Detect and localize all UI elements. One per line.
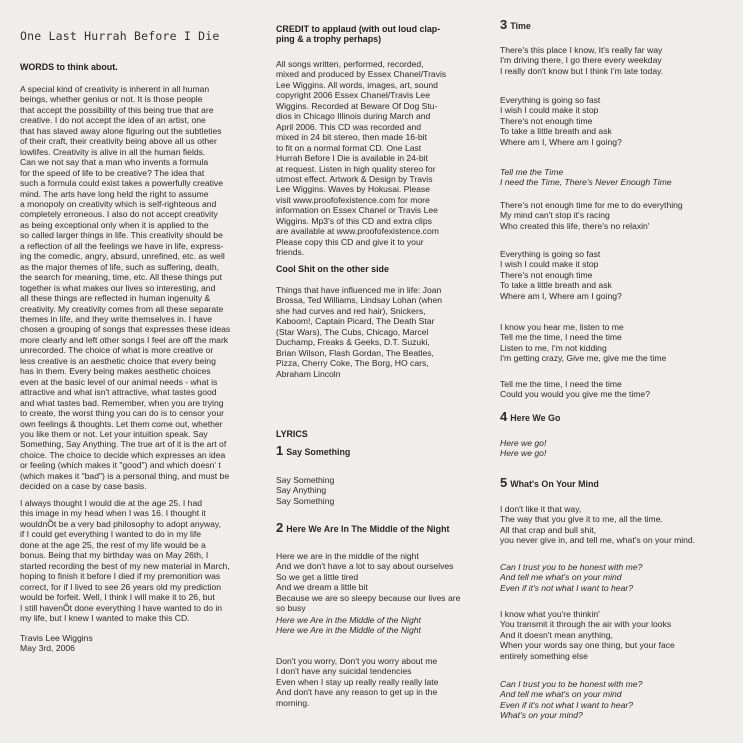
text-line: to fit on a normal format CD. One Last xyxy=(276,142,422,153)
text-line: Please copy this CD and give it to your xyxy=(276,236,424,247)
text-line: Here we go! xyxy=(500,448,547,459)
text-line: mind. The arts have long held the right to assume xyxy=(20,188,209,199)
text-line: And tell me what's on your mind xyxy=(500,572,622,583)
song-3-verse-6 xyxy=(500,379,734,400)
text-line: own feelings & thoughts. Let them come out, whether xyxy=(20,418,223,429)
text-line: Even if it's not what I want to hear? xyxy=(500,699,634,710)
song-3-number: 3 xyxy=(500,17,508,32)
text-line: So we get a little tired xyxy=(276,571,359,582)
text-line: Even if it's not what I want to hear? xyxy=(500,582,634,593)
text-line: mixed in 24 bit stereo, then made 16-bit xyxy=(276,132,427,143)
text-line: done at the age 25, the rest of my life would be a xyxy=(20,539,206,550)
text-line: All that crap and bull shit, xyxy=(500,524,597,535)
credit-heading xyxy=(276,24,490,45)
text-line: ing the comedic, angry, absurd, unrefined, etc. as well xyxy=(20,251,225,262)
text-line: I don't have any suicidal tendencies xyxy=(276,666,412,677)
signature-block xyxy=(20,633,257,654)
text-line: as being exceptional only when it is applied to the xyxy=(20,219,209,230)
text-line: a monopoly on creativity which is self-righteous and xyxy=(20,198,217,209)
text-line: Lee Wiggins. Waves by Hokusai. Please xyxy=(276,184,430,195)
text-line: you like them or not. Let your intuition speak. Say xyxy=(20,428,208,439)
text-line: as the major themes of life, such as suffering, death, xyxy=(20,261,220,272)
text-line: What's on your mind? xyxy=(500,710,583,721)
text-line: Where am I, Where am I going? xyxy=(500,136,622,147)
text-line: And don't have any reason to get up in the xyxy=(276,687,438,698)
song-3-name: Time xyxy=(510,21,531,31)
text-line: When your words say one thing, but your face xyxy=(500,640,675,651)
text-line: I need the Time, There's Never Enough Time xyxy=(500,177,672,188)
text-line: Say Anything xyxy=(276,485,327,496)
credit-text xyxy=(276,59,490,258)
song-5-name: What's On Your Mind xyxy=(510,479,599,489)
text-line: such a formula could exist takes a powerfully creative xyxy=(20,178,224,189)
text-line: Travis Lee Wiggins xyxy=(20,633,93,643)
text-line: Kaboom!, Captain Picard, The Death Star xyxy=(276,316,435,327)
text-line: Don't you worry, Don't you worry about me xyxy=(276,656,438,666)
text-line: friends. xyxy=(276,247,305,258)
text-line: Brian Wilson, Flash Gordan, The Beatles, xyxy=(276,347,434,358)
text-line: choice. The choice to decide which expresses an idea xyxy=(20,449,226,460)
text-line: Here we are in the middle of the night xyxy=(276,551,419,561)
text-line: I'm driving there, I go there every weekday xyxy=(500,55,662,66)
text-line: I really don't know but I think I'm late today. xyxy=(500,65,664,76)
text-line: And tell me what's on your mind xyxy=(500,689,622,700)
song-2-verse-2 xyxy=(276,656,490,708)
text-line: lowlifes. Creativity is alive in all the human fields. xyxy=(20,146,206,157)
text-line: May 3rd, 2006 xyxy=(20,643,75,654)
song-1-lyrics xyxy=(276,475,490,506)
text-line: Because we are so sleepy because our lives are xyxy=(276,592,461,603)
text-line: My mind can't stop it's racing xyxy=(500,210,610,221)
song-3-verse-1 xyxy=(500,45,734,76)
text-line: I know you hear me, listen to me xyxy=(500,322,624,332)
text-line: utmost effect. Artwork & Design by Travis xyxy=(276,173,433,184)
text-line: A special kind of creativity is inherent in all human xyxy=(20,84,210,94)
words-heading: WORDS to think about. xyxy=(20,62,118,72)
text-line: Listen to me, I'm not kidding xyxy=(500,342,607,353)
text-line: if I could get everything I wanted to do in my life xyxy=(20,529,202,540)
song-1-name: Say Something xyxy=(286,447,351,457)
text-line: There's not enough time for me to do everything xyxy=(500,200,683,210)
text-line: Duchamp, Freaks & Geeks, D.T. Suzuki, xyxy=(276,337,430,348)
text-line: Hurrah Before I Die is available in 24-bit xyxy=(276,153,428,164)
text-line: copyright 2006 Essex Chanel/Travis Lee xyxy=(276,90,430,101)
text-line: wouldnÕt be a very bad philosophy to adopt anyway, xyxy=(20,518,221,529)
text-line: chosen a grouping of songs that expresses these ideas xyxy=(20,324,231,335)
text-line: more clearly and left other songs I feel are off the mark xyxy=(20,334,229,345)
song-5-chorus-1 xyxy=(500,562,734,593)
text-line: dios in Chicago Illinois during March and xyxy=(276,111,431,122)
text-line: Tell me the time, I need the time xyxy=(500,332,622,343)
song-3-chorus xyxy=(500,167,734,188)
essay-paragraph-1 xyxy=(20,84,257,492)
text-line: information on Essex Chanel or Travis Lee xyxy=(276,205,438,216)
text-line: CREDIT to applaud (with out loud clap- xyxy=(276,24,441,34)
text-line: Things that have influenced me in life: Joan xyxy=(276,285,442,295)
text-line: even at the basic level of our animal needs - what is xyxy=(20,376,218,387)
song-1-title xyxy=(276,443,490,458)
text-line: Brossa, Ted Williams, Lindsay Lohan (when xyxy=(276,295,443,306)
text-line: this image in my head when I was 16. I thought it xyxy=(20,508,206,519)
text-line: The way that you give it to me, all the time. xyxy=(500,514,663,525)
text-line: And it doesn't mean anything, xyxy=(500,629,613,640)
text-line: I'm getting crazy, Give me, give me the time xyxy=(500,353,667,364)
text-line: of their craft, their creativity being above all us other xyxy=(20,136,217,147)
text-line: Everything is going so fast xyxy=(500,249,601,259)
text-line: creative. I do not accept the idea of an artist, one xyxy=(20,115,206,126)
text-line: To take a little breath and ask xyxy=(500,280,612,291)
text-line: a reflection of all the feelings we have in life, express- xyxy=(20,240,224,251)
song-4-lyrics xyxy=(500,438,734,459)
song-4-title xyxy=(500,409,734,424)
text-line: And we don't have a lot to say about ourselves xyxy=(276,561,454,572)
text-line: that has slaved away alone figuring out the subtleties xyxy=(20,125,222,136)
text-line: Can I trust you to be honest with me? xyxy=(500,562,643,572)
song-3-verse-3 xyxy=(500,200,734,231)
song-2-verse-1 xyxy=(276,551,490,614)
influences-text xyxy=(276,285,490,379)
song-2-title xyxy=(276,520,490,535)
text-line: the search for meaning, time, etc. All these things put xyxy=(20,272,223,283)
text-line: April 2006. This CD was recorded and xyxy=(276,121,422,132)
song-3-verse-5 xyxy=(500,322,734,364)
text-line: And we dream a little bit xyxy=(276,582,368,593)
text-line: Who created this life, there's no relaxin' xyxy=(500,220,650,231)
song-2-chorus xyxy=(276,615,490,636)
text-line: Could you would you give me the time? xyxy=(500,389,650,400)
text-line: decided on a case by case basis. xyxy=(20,481,147,492)
text-line: that accept the possibility of this being true that are xyxy=(20,104,214,115)
text-line: To take a little breath and ask xyxy=(500,126,612,137)
text-line: Something, Say Anything. The true art of it is the art of xyxy=(20,439,227,450)
text-line: There's this place I know, It's really far way xyxy=(500,45,663,55)
song-4-name: Here We Go xyxy=(510,413,561,423)
text-line: Say Something xyxy=(276,495,335,506)
text-line: hoping to finish it before I died if my premonition was xyxy=(20,571,221,582)
text-line: started recording the best of my new material in March, xyxy=(20,560,230,571)
text-line: Abraham Lincoln xyxy=(276,368,341,379)
song-2-name: Here We Are In The Middle of the Night xyxy=(286,524,450,534)
text-line: themes in life, and they write themselves in. I have xyxy=(20,313,213,324)
text-line: Here we Are in the Middle of the Night xyxy=(276,625,421,636)
text-line: There's not enough time xyxy=(500,269,593,280)
text-line: together is what makes our lives so interesting, and xyxy=(20,282,216,293)
song-5-number: 5 xyxy=(500,475,508,490)
text-line: I still havenÕt done everything I have wanted to do in xyxy=(20,602,223,613)
essay-paragraph-2 xyxy=(20,498,257,623)
text-line: Can I trust you to be honest with me? xyxy=(500,679,643,689)
text-line: unrecorded. The choice of what is more creative or xyxy=(20,345,214,356)
song-3-verse-2 xyxy=(500,95,734,147)
text-line: Here we go! xyxy=(500,438,547,448)
text-line: for the speed of life to be creative? The idea that xyxy=(20,167,205,178)
text-line: Say Something xyxy=(276,475,335,485)
text-line: Here we Are in the Middle of the Night xyxy=(276,615,421,625)
song-5-chorus-2 xyxy=(500,679,734,721)
text-line: All songs written, performed, recorded, xyxy=(276,59,424,69)
text-line: Pizza, Cherry Coke, The Borg, HO cars, xyxy=(276,358,429,369)
text-line: all these things are reflected in human ingenuity & xyxy=(20,293,211,304)
text-line: would be forfeit. Well, I think I will make it to 26, but xyxy=(20,592,215,603)
text-line: (Star Wars), The Cubs, Chicago, Marcel xyxy=(276,326,429,337)
song-3-title xyxy=(500,17,734,32)
lyrics-heading: LYRICS xyxy=(276,429,308,439)
text-line: beings, whether genius or not. It is those people xyxy=(20,94,203,105)
text-line: Wiggins. Mp3's of this CD and extra clips xyxy=(276,215,432,226)
text-line: ping & a trophy perhaps) xyxy=(276,34,382,45)
text-line: morning. xyxy=(276,697,310,708)
text-line: Can we not say that a man who invents a formula xyxy=(20,157,209,168)
handwritten-album-title: One Last Hurrah Before I Die xyxy=(20,29,220,43)
text-line: and what tastes bad. Remember, when you are trying xyxy=(20,397,224,408)
text-line: bonus. Being that my birthday was on May 26th, I xyxy=(20,550,209,561)
text-line: to create, the worst thing you can do is to censor your xyxy=(20,408,224,419)
song-2-number: 2 xyxy=(276,520,284,535)
text-line: (which makes it "bad") is a personal thing, and must be xyxy=(20,470,230,481)
text-line: visit www.proofofexistence.com for more xyxy=(276,194,430,205)
text-line: completely erroneous. I also do not accept creativity xyxy=(20,209,218,220)
cool-stuff-heading: Cool Shit on the other side xyxy=(276,264,389,274)
text-line: so called larger things in life. This creativity should be xyxy=(20,230,223,241)
song-5-title xyxy=(500,475,734,490)
song-4-number: 4 xyxy=(500,409,508,424)
text-line: I don't like it that way, xyxy=(500,504,582,514)
text-line: are available at www.proofofexistence.com xyxy=(276,226,439,237)
text-line: at request. Listen in high quality stereo for xyxy=(276,163,436,174)
text-line: Tell me the Time xyxy=(500,167,564,177)
text-line: entirely something else xyxy=(500,650,588,661)
text-line: Where am I, Where am I going? xyxy=(500,290,622,301)
text-line: Tell me the time, I need the time xyxy=(500,379,622,389)
text-line: There's not enough time xyxy=(500,115,593,126)
text-line: my life, but I knew I wanted to make this CD. xyxy=(20,612,190,623)
song-3-verse-4 xyxy=(500,249,734,301)
text-line: less creative is an aesthetic choice that every being xyxy=(20,355,216,366)
song-5-verse-1 xyxy=(500,504,734,546)
text-line: attractive and what isn't attractive, what tastes good xyxy=(20,387,217,398)
text-line: You transmit it through the air with your looks xyxy=(500,619,672,630)
text-line: or feeling (which makes it "good") and which doesn' t xyxy=(20,460,221,471)
text-line: Everything is going so fast xyxy=(500,95,601,105)
text-line: so busy xyxy=(276,603,306,614)
song-5-verse-2 xyxy=(500,609,734,661)
text-line: creativity. My creativity comes from all these separate xyxy=(20,303,224,314)
text-line: correct, for if I lived to see 26 years old my prediction xyxy=(20,581,222,592)
text-line: I know what you're thinkin' xyxy=(500,609,600,619)
text-line: has in them. Every being makes aesthetic choices xyxy=(20,366,211,377)
text-line: Wiggins. Recorded at Beware Of Dog Stu- xyxy=(276,100,438,111)
text-line: Lee Wiggins. All words, images, art, sound xyxy=(276,79,438,90)
text-line: I always thought I would die at the age 25. I had xyxy=(20,498,203,508)
text-line: mixed and produced by Essex Chanel/Travis xyxy=(276,69,447,80)
song-1-number: 1 xyxy=(276,443,284,458)
text-line: I wish I could make it stop xyxy=(500,105,599,116)
text-line: I wish I could make it stop xyxy=(500,259,599,270)
text-line: Even when I stay up really really really late xyxy=(276,676,439,687)
text-line: you never give in, and tell me, what's on your mind. xyxy=(500,535,696,546)
text-line: she had curves and red hair), Snickers, xyxy=(276,305,426,316)
